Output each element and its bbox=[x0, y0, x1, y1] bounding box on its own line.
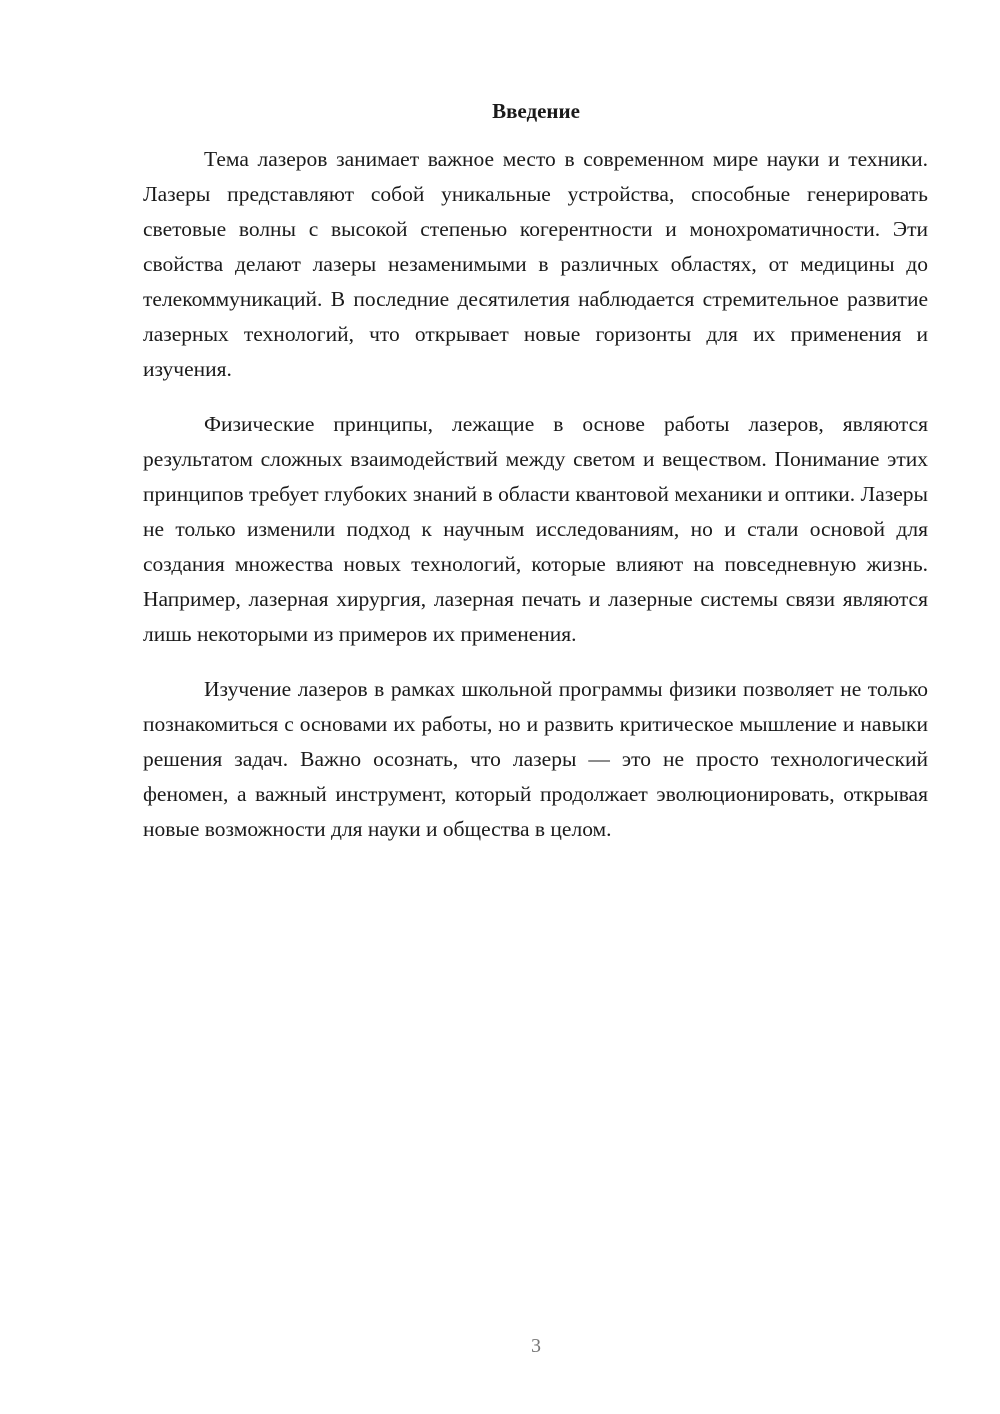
paragraph-1: Тема лазеров занимает важное место в современном мире науки и техники. Лазеры представляют собой уникальные устройства, способные генерировать световые волны с высокой степенью когерентности и монохроматичности. Эти свойства делают лазеры незаменимыми в различных областях, от медицины до телекоммуникаций. В последние десятилетия наблюдается стремительное развитие лазерных технологий, что открывает новые горизонты для их применения и изучения. bbox=[143, 147, 928, 381]
paragraph-3: Изучение лазеров в рамках школьной программы физики позволяет не только познакомиться с основами их работы, но и развить критическое мышление и навыки решения задач. Важно осознать, что лазеры — это не просто технологический феномен, а важный инструмент, который продолжает эволюционировать, открывая новые возможности для науки и общества в целом. bbox=[143, 677, 928, 841]
section-heading: Введение bbox=[492, 99, 580, 123]
page-number: 3 bbox=[531, 1335, 541, 1357]
paragraph-2: Физические принципы, лежащие в основе работы лазеров, являются результатом сложных взаимодействий между светом и веществом. Понимание этих принципов требует глубоких знаний в области квантовой механики и оптики. Лазеры не только изменили подход к научным исследованиям, но и стали основой для создания множества новых технологий, которые влияют на повседневную жизнь. Например, лазерная хирургия, лазерная печать и лазерные системы связи являются лишь некоторыми из примеров их применения. bbox=[143, 412, 928, 646]
body-text bbox=[143, 142, 928, 867]
